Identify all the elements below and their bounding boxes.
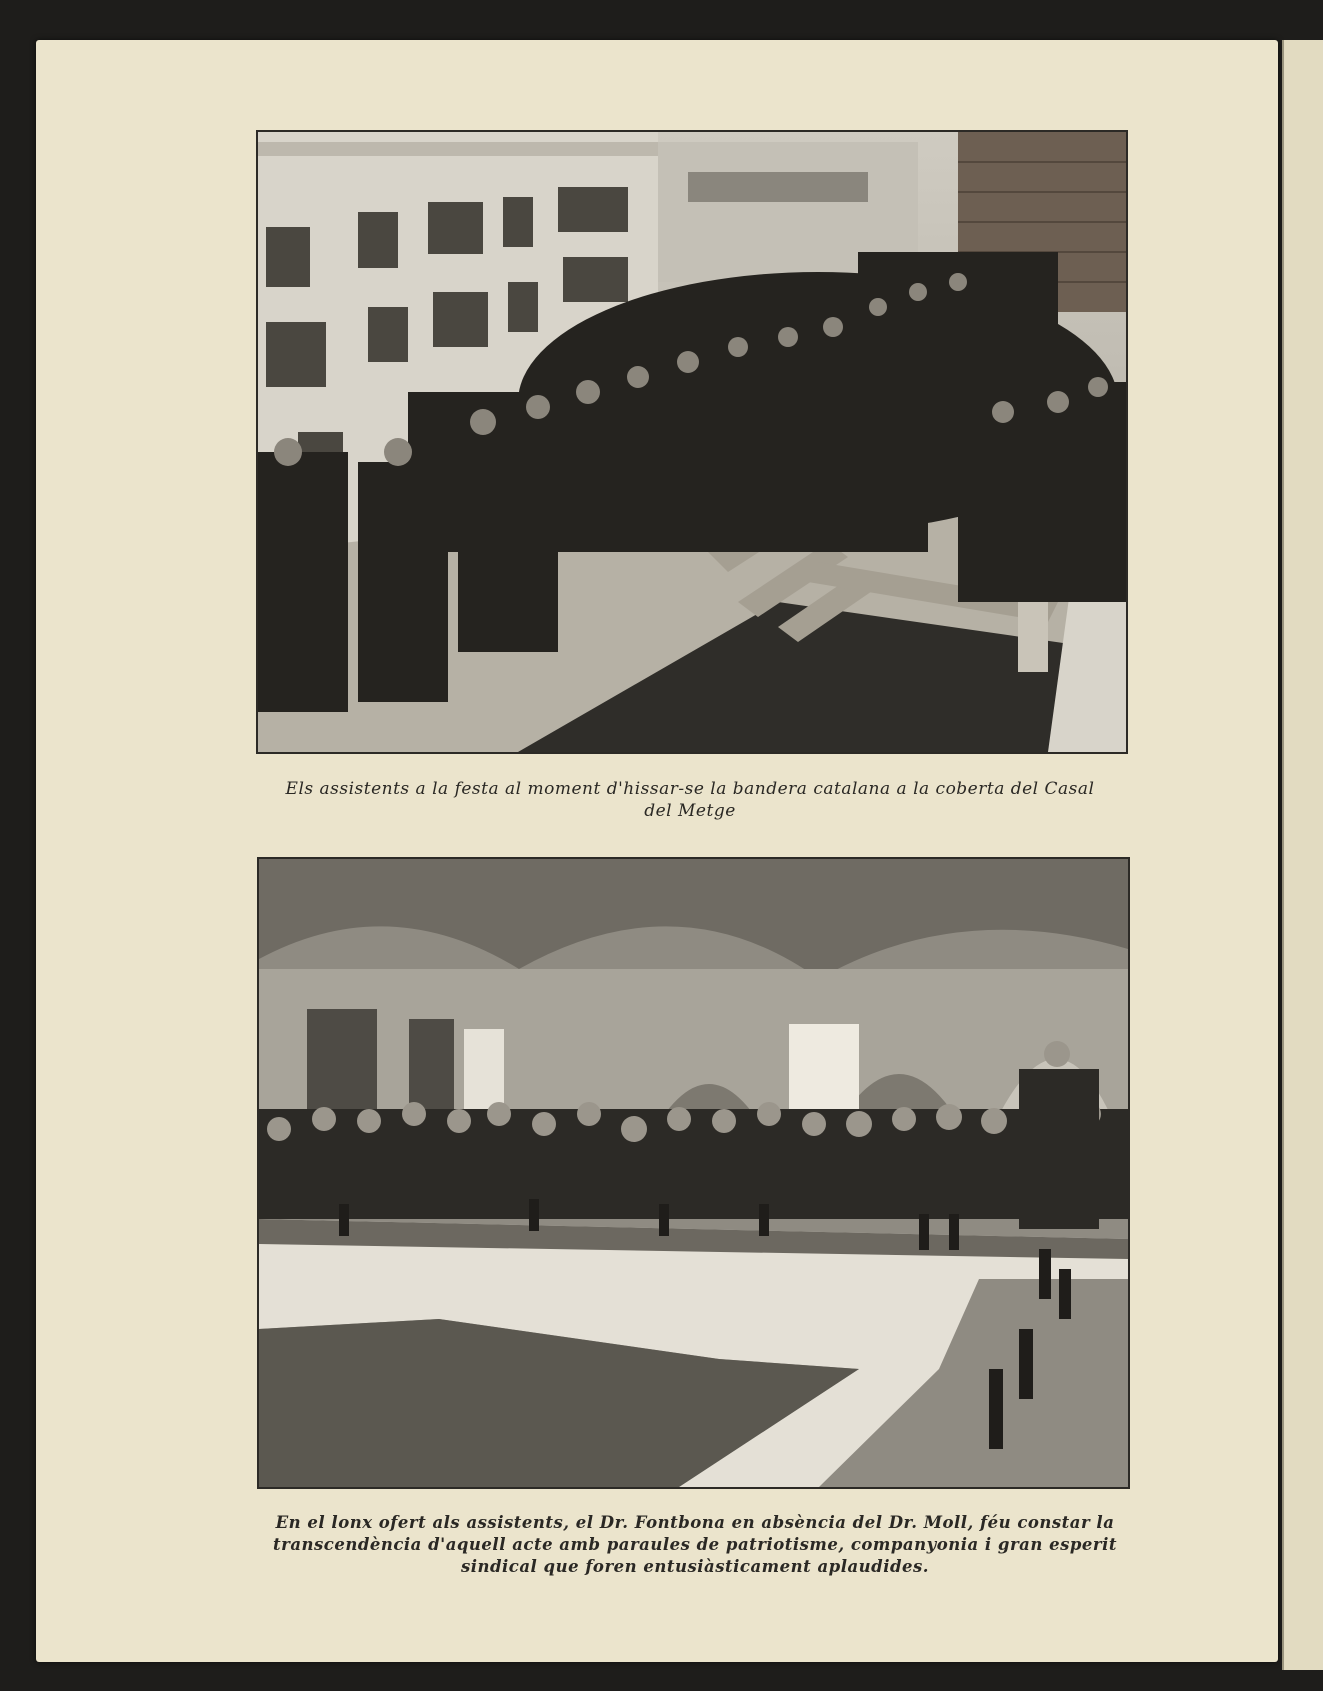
photo-caption-banquet: En el lonx ofert als assistents, el Dr. Fontbona en absència del Dr. Moll, féu constar la transcendència d'aquell acte amb paraules de patriotisme, companyonia i gran esperit sindical que foren entusiàsticament aplaudides. (273, 1513, 1117, 1576)
adjacent-page-edge (1282, 40, 1323, 1670)
banquet-photo (257, 857, 1130, 1489)
photo-caption-rooftop: Els assistents a la festa al moment d'hissar-se la bandera catalana a la coberta del Casal del Metge (285, 779, 1095, 821)
rooftop-crowd-photo (256, 130, 1128, 754)
